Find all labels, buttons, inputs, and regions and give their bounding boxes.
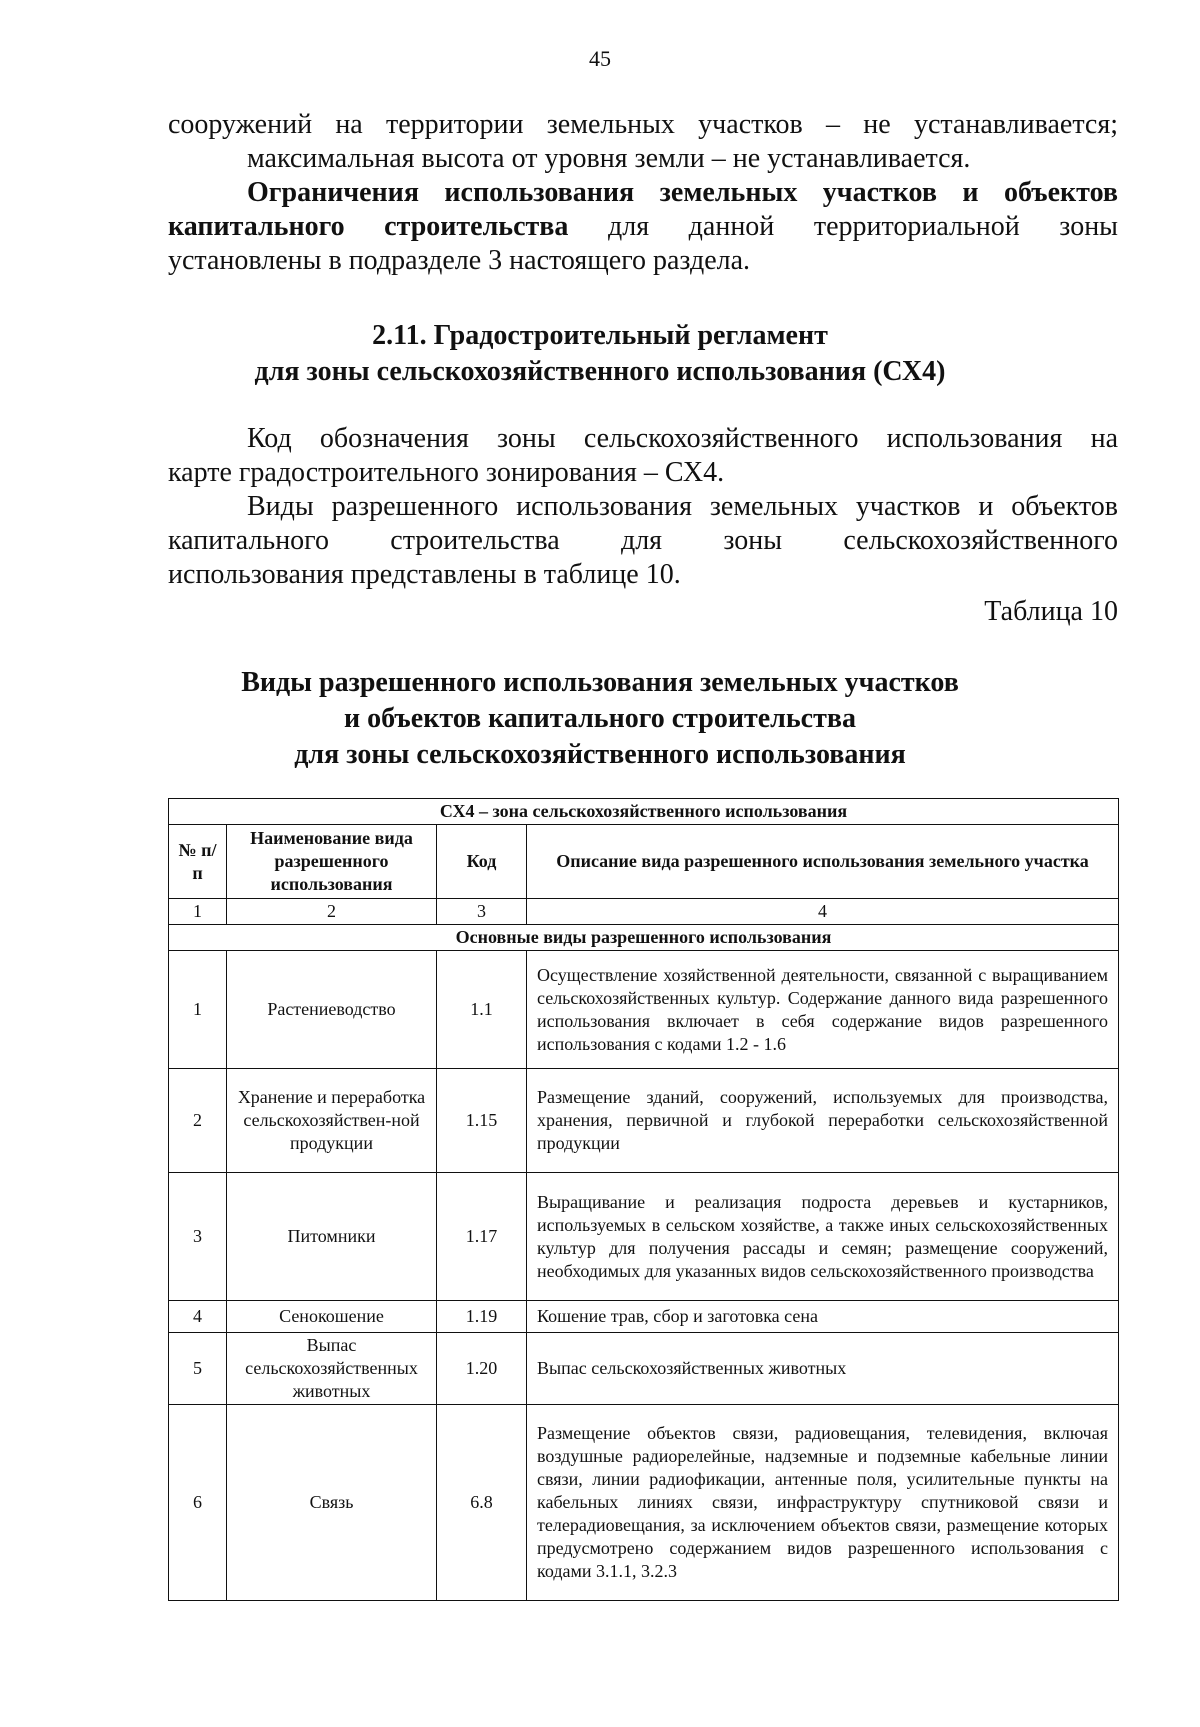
header-name: Наименование вида разрешенного использования xyxy=(227,825,437,899)
column-number-row xyxy=(169,899,1119,925)
row-name: Питомники xyxy=(227,1173,437,1301)
table-title-line-2: и объектов капитального строительства xyxy=(344,703,856,734)
table-row xyxy=(169,1069,1119,1173)
restrictions-line-3: установлены в подразделе 3 настоящего раздела. xyxy=(168,245,751,276)
row-name: Сенокошение xyxy=(227,1301,437,1333)
permitted-use-table xyxy=(168,798,1119,1601)
row-desc: Осуществление хозяйственной деятельности, связанной с выращиванием сельскохозяйственных культур. Содержание данного вида разрешенного использования включает в себя содержание видов разрешенного использования с кодами 1.2 - 1.6 xyxy=(527,951,1119,1069)
table-row xyxy=(169,951,1119,1069)
row-desc: Выпас сельскохозяйственных животных xyxy=(527,1333,1119,1405)
zone-header: СХ4 – зона сельскохозяйственного использования xyxy=(169,799,1119,825)
section-heading-line-2: для зоны сельскохозяйственного использования (СХ4) xyxy=(254,356,946,387)
row-desc: Кошение трав, сбор и заготовка сена xyxy=(527,1301,1119,1333)
zone-header-row xyxy=(169,799,1119,825)
row-name: Связь xyxy=(227,1405,437,1601)
col-number: 1 xyxy=(169,899,227,925)
table-title-line-1: Виды разрешенного использования земельных участков xyxy=(241,667,959,698)
row-code: 1.15 xyxy=(437,1069,527,1173)
row-name: Выпас сельскохозяйственных животных xyxy=(227,1333,437,1405)
restrictions-bold-fragment: капитального строительства xyxy=(168,211,569,242)
row-num: 2 xyxy=(169,1069,227,1173)
row-desc: Размещение объектов связи, радиовещания, телевидения, включая воздушные радиорелейные, надземные и подземные кабельные линии связи, линии радиофикации, антенные поля, усилительные пункты на кабельных линиях связи, инфраструктуру спутниковой связи и телерадиовещания, за исключением объектов связи, размещение которых предусмотрено содержанием видов разрешенного использования с кодами 3.1.1, 3.2.3 xyxy=(527,1405,1119,1601)
header-desc: Описание вида разрешенного использования земельного участка xyxy=(527,825,1119,899)
intro-line-1: сооружений на территории земельных участков – не устанавливается; xyxy=(168,109,1118,140)
table-title-line-3: для зоны сельскохозяйственного использования xyxy=(294,739,906,770)
restrictions-line-1: Ограничения использования земельных участков и объектов xyxy=(247,177,1118,208)
body-p2-line-3: использования представлены в таблице 10. xyxy=(168,559,681,590)
table-row xyxy=(169,1301,1119,1333)
body-p1-line-1: Код обозначения зоны сельскохозяйственного использования на xyxy=(247,423,1118,454)
row-num: 4 xyxy=(169,1301,227,1333)
section-heading xyxy=(0,318,1200,390)
header-code: Код xyxy=(437,825,527,899)
col-number: 3 xyxy=(437,899,527,925)
section-label-row xyxy=(169,925,1119,951)
col-number: 4 xyxy=(527,899,1119,925)
intro-line-2: максимальная высота от уровня земли – не устанавливается. xyxy=(247,143,971,174)
section-label: Основные виды разрешенного использования xyxy=(169,925,1119,951)
body-p1-line-2: карте градостроительного зонирования – СХ4. xyxy=(168,457,725,488)
row-desc: Выращивание и реализация подроста деревьев и кустарников, используемых в сельском хозяйстве, а также иных сельскохозяйственных культур для получения рассады и семян; размещение сооружений, необходимых для указанных видов сельскохозяйственного производства xyxy=(527,1173,1119,1301)
row-name: Хранение и переработка сельскохозяйствен-ной продукции xyxy=(227,1069,437,1173)
table-title xyxy=(0,665,1200,773)
row-code: 1.20 xyxy=(437,1333,527,1405)
row-num: 6 xyxy=(169,1405,227,1601)
column-header-row xyxy=(169,825,1119,899)
table-row xyxy=(169,1333,1119,1405)
body-p2-line-2: капитального строительства для зоны сельскохозяйственного xyxy=(168,525,1118,556)
table-row xyxy=(169,1173,1119,1301)
row-code: 1.1 xyxy=(437,951,527,1069)
row-num: 3 xyxy=(169,1173,227,1301)
page-number: 45 xyxy=(589,46,611,71)
intro-block xyxy=(168,108,1118,278)
table-caption: Таблица 10 xyxy=(984,596,1118,627)
row-code: 1.17 xyxy=(437,1173,527,1301)
col-number: 2 xyxy=(227,899,437,925)
header-num: № п/п xyxy=(169,825,227,899)
row-desc: Размещение зданий, сооружений, используемых для производства, хранения, первичной и глубокой переработки сельскохозяйственной продукции xyxy=(527,1069,1119,1173)
row-num: 1 xyxy=(169,951,227,1069)
row-code: 6.8 xyxy=(437,1405,527,1601)
body-block xyxy=(168,422,1118,592)
restrictions-rest-fragment: для данной территориальной зоны xyxy=(568,211,1118,242)
body-p2-line-1: Виды разрешенного использования земельных участков и объектов xyxy=(247,491,1118,522)
row-name: Растениеводство xyxy=(227,951,437,1069)
restrictions-line-2 xyxy=(168,210,1118,244)
row-num: 5 xyxy=(169,1333,227,1405)
table-row xyxy=(169,1405,1119,1601)
section-heading-line-1: 2.11. Градостроительный регламент xyxy=(372,320,828,351)
row-code: 1.19 xyxy=(437,1301,527,1333)
